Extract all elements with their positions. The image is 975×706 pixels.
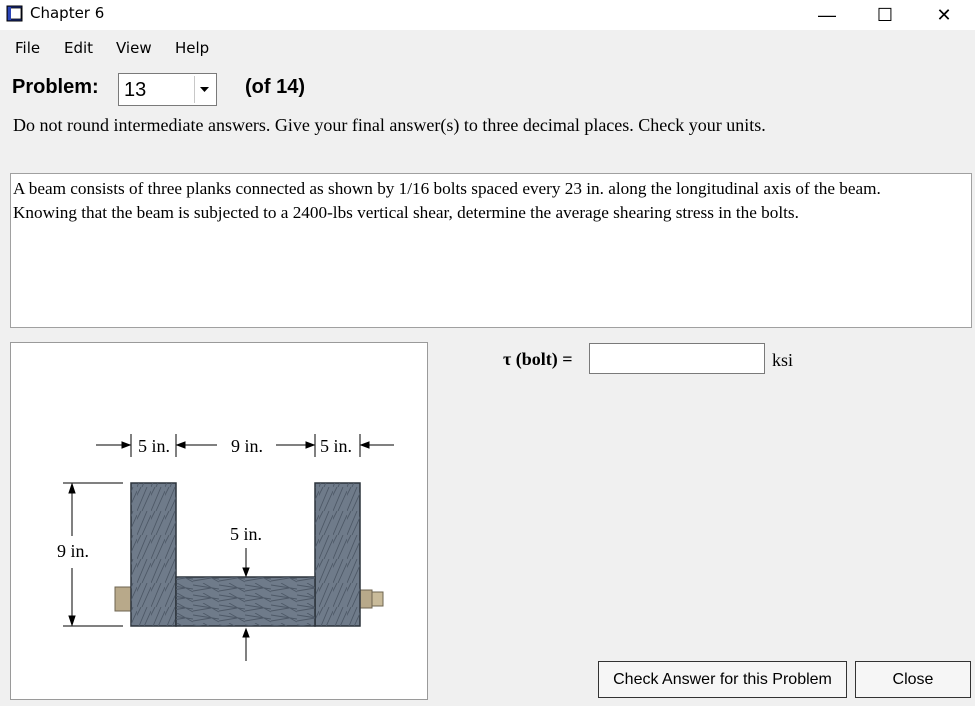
question-text-box (10, 173, 972, 328)
left-plank-grain (131, 483, 176, 626)
problem-select[interactable] (118, 73, 217, 106)
right-bolt-nut (360, 590, 372, 608)
problem-label: Problem: (12, 76, 99, 98)
check-answer-button[interactable]: Check Answer for this Problem (598, 661, 847, 698)
chevron-down-icon[interactable] (194, 76, 214, 103)
dim-middle-label: 9 in. (231, 436, 264, 456)
answer-unit: ksi (772, 350, 794, 370)
window-close-button[interactable]: ✕ (936, 4, 952, 25)
right-plank-grain (315, 483, 360, 626)
dim-inner-label: 5 in. (230, 524, 263, 544)
dim-height-label: 9 in. (57, 541, 90, 561)
close-button[interactable]: Close (855, 661, 971, 698)
problem-select-value: 13 (124, 79, 147, 101)
menu-edit[interactable]: Edit (64, 39, 94, 57)
middle-plank-grain (176, 577, 315, 626)
right-bolt-end (372, 592, 383, 606)
answer-label: τ (bolt) = (503, 349, 573, 369)
problem-count: (of 14) (245, 76, 305, 98)
beam-figure (11, 343, 427, 699)
question-line-1: A beam consists of three planks connected as shown by 1/16 bolts spaced every 23 in. along the longitudinal axis of the beam. (13, 179, 881, 198)
left-bolt-head (115, 587, 131, 611)
dim-right-label: 5 in. (320, 436, 353, 456)
menu-bar (0, 30, 975, 63)
minimize-button[interactable]: — (818, 4, 836, 25)
menu-help[interactable]: Help (175, 39, 210, 57)
dim-left-label: 5 in. (138, 436, 171, 456)
menu-view[interactable]: View (116, 39, 152, 57)
menu-file[interactable]: File (15, 39, 41, 57)
question-line-2: Knowing that the beam is subjected to a 2400-lbs vertical shear, determine the average shearing stress in the bolts. (13, 203, 799, 222)
window-title: Chapter 6 (30, 4, 105, 22)
instructions-text: Do not round intermediate answers. Give your final answer(s) to three decimal places. Check your units. (13, 115, 766, 135)
title-bar (0, 0, 975, 30)
book-icon (6, 5, 25, 22)
main-content (0, 63, 975, 706)
figure-panel (10, 342, 428, 700)
maximize-button[interactable]: ☐ (876, 4, 894, 25)
answer-input[interactable] (589, 343, 765, 374)
